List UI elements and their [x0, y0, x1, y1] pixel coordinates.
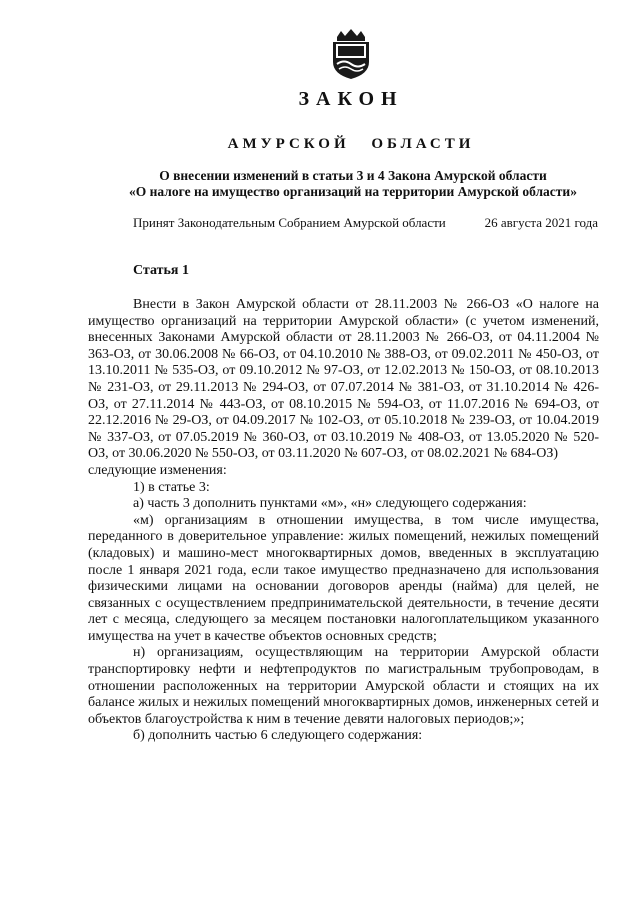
item-1b: б) дополнить частью 6 следующего содержания:	[133, 728, 423, 744]
adoption-date: 26 августа 2021 года	[484, 215, 598, 230]
point-m: «м) организациям в отношении имущества, в том числе имущества, переданного в доверительное управление: жилых помещений, нежилых помещений (кладовых) и машино-мест многоквартирных домов, введенных в эксплуатацию после 1 января 2021 года, если такое имущество предназначено для использования физическими лицами на основании договоров аренды (найма) для целей, не связанных с осуществлением предпринимательской деятельности, в течение десяти лет с месяца, следующего за месяцем постановки налогоплательщиком указанного имущества на учет в качестве объектов основных средств;	[88, 512, 599, 644]
article-title: Статья 1	[133, 263, 189, 278]
adoption-line	[133, 215, 598, 231]
law-subject	[88, 168, 618, 200]
point-n: н) организациям, осуществляющим на территории Амурской области транспортировку нефти и нефтепродуктов по магистральным трубопроводам, в отношении расположенных на территории Амурской области и стоящих на их балансе жилых и нежилых помещений многоквартирных домов, инженерных сетей и объектов благоустройства к ним в течение девяти налоговых периодов;»;	[88, 645, 599, 727]
article-body	[88, 297, 599, 745]
law-subject-line-2: «О налоге на имущество организаций на территории Амурской области»	[129, 184, 577, 199]
law-title: ЗАКОН	[298, 88, 404, 110]
item-1a: а) часть 3 дополнить пунктами «м», «н» следующего содержания:	[133, 496, 527, 512]
item-1: 1) в статье 3:	[133, 479, 210, 495]
article-intro: Внести в Закон Амурской области от 28.11.2003 № 266-ОЗ «О налоге на имущество организаций на территории Амурской области» (с учетом изменений, внесенных Законами Амурской области от 28.11.2003 № 266-ОЗ, от 04.11.2004 № 363-ОЗ, от 30.06.2008 № 66-ОЗ, от 04.10.2010 № 388-ОЗ, от 09.02.2011 № 450-ОЗ, от 13.10.2011 № 535-ОЗ, от 09.10.2012 № 97-ОЗ, от 12.02.2013 № 150-ОЗ, от 08.10.2013 № 231-ОЗ, от 29.11.2013 № 294-ОЗ, от 07.07.2014 № 381-ОЗ, от 31.10.2014 № 426-ОЗ, от 27.11.2014 № 443-ОЗ, от 08.10.2015 № 594-ОЗ, от 11.07.2016 № 694-ОЗ, от 22.12.2016 № 29-ОЗ, от 04.09.2017 № 102-ОЗ, от 05.10.2018 № 239-ОЗ, от 10.04.2019 № 337-ОЗ, от 07.05.2019 № 360-ОЗ, от 03.10.2019 № 408-ОЗ, от 13.05.2020 № 520-ОЗ, от 30.06.2020 № 550-ОЗ, от 03.11.2020 № 607-ОЗ, от 08.02.2021 № 684-ОЗ)	[88, 297, 599, 462]
coat-of-arms-icon	[331, 28, 371, 80]
article-intro-tail: следующие изменения:	[88, 462, 227, 478]
law-subject-line-1: О внесении изменений в статьи 3 и 4 Закона Амурской области	[159, 168, 547, 183]
adopted-by: Принят Законодательным Собранием Амурской области	[133, 215, 446, 230]
region-title: АМУРСКОЙ ОБЛАСТИ	[227, 136, 475, 152]
